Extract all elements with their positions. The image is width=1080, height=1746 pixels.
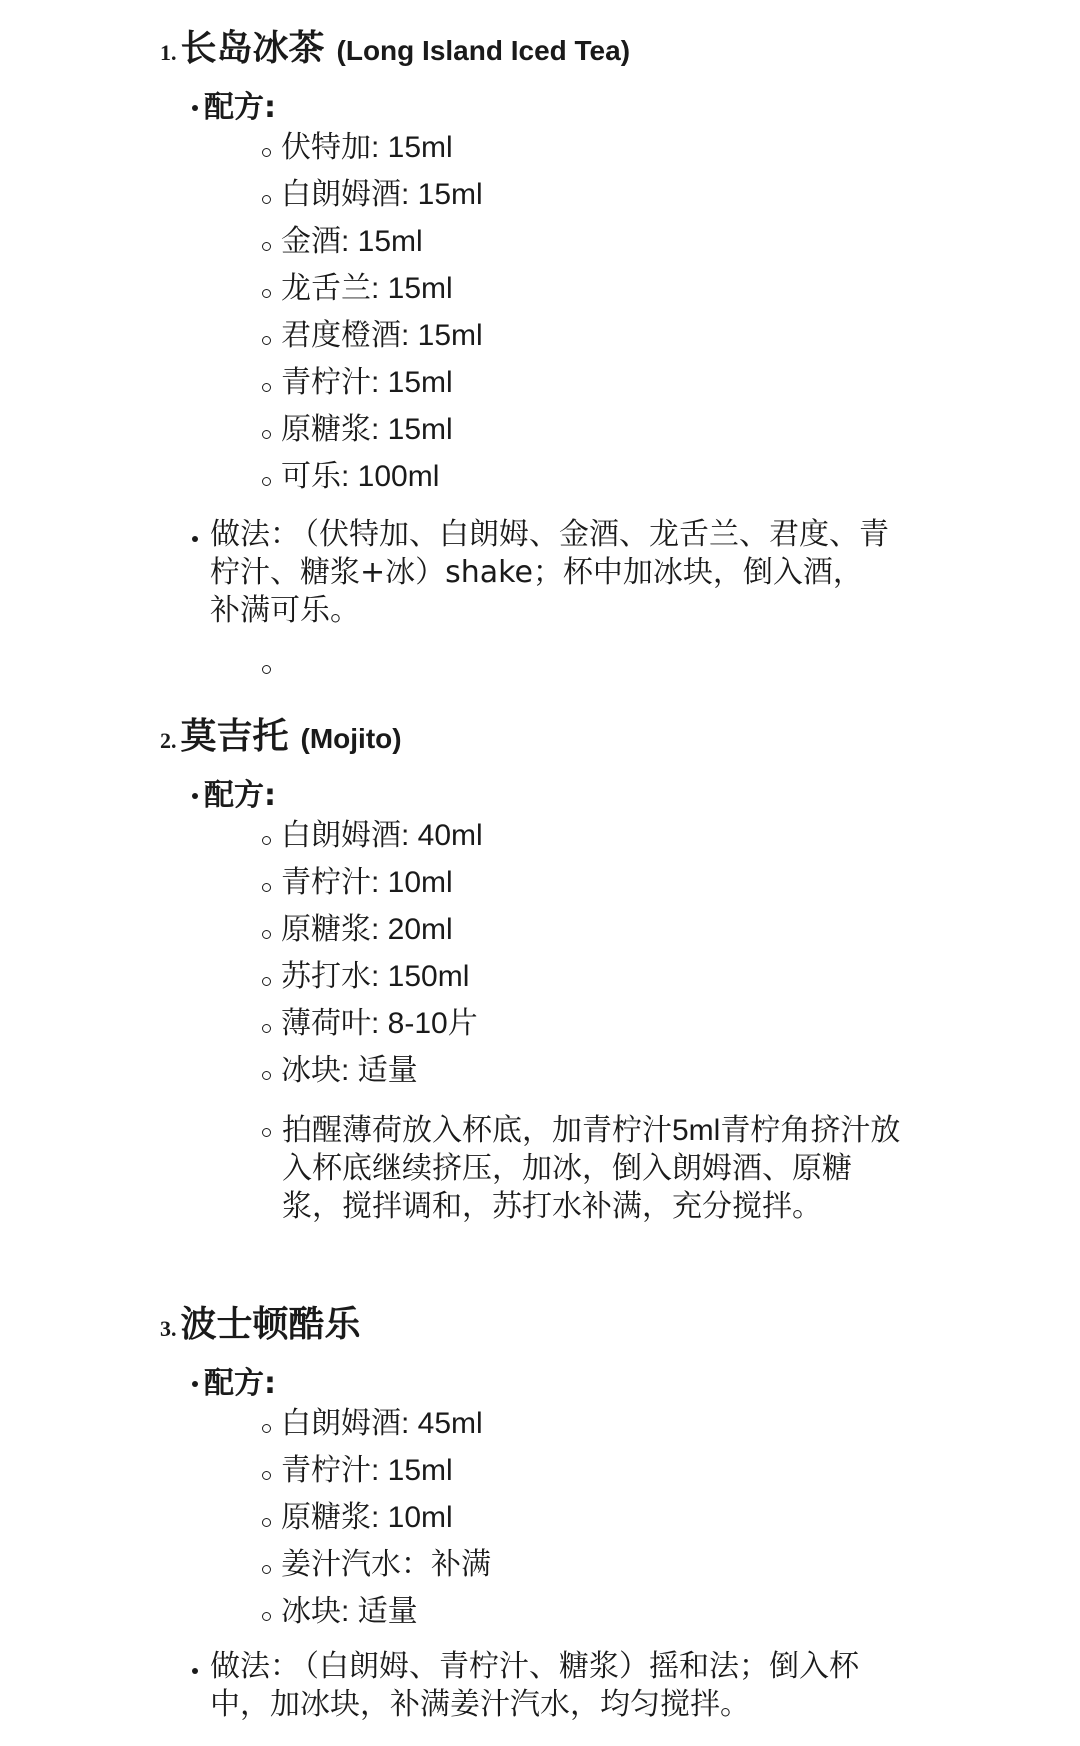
circle-bullet-icon (262, 1128, 271, 1137)
section-subtitle: (Mojito) (300, 723, 402, 754)
method-text: （伏特加、白朗姆、金酒、龙舌兰、君度、青柠汁、糖浆+冰）shake；杯中加冰块，倒入酒，补满可乐。 (210, 517, 889, 628)
bullet-icon (192, 793, 198, 799)
bullet-icon (192, 1381, 198, 1387)
list-item: 白朗姆酒: 45ml (262, 1396, 491, 1443)
list-item: 薄荷叶: 8-10片 (262, 996, 483, 1043)
list-item: 姜汁汽水：补满 (262, 1537, 491, 1584)
list-item: 原糖浆: 15ml (262, 402, 483, 449)
list-item: 可乐: 100ml (262, 449, 483, 496)
section-title: 波士顿酷乐 (180, 1304, 361, 1345)
circle-bullet-icon (262, 383, 271, 392)
list-item: 原糖浆: 20ml (262, 902, 483, 949)
instruction-text: 拍醒薄荷放入杯底，加青柠汁5ml青柠角挤汁放入杯底继续挤压，加冰，倒入朗姆酒、原糖浆，搅拌调和，苏打水补满，充分搅拌。 (282, 1114, 901, 1223)
section-heading-3 (160, 1296, 361, 1352)
list-item: 伏特加: 15ml (262, 120, 483, 167)
section-number: 1. (160, 40, 177, 65)
recipe-label-2: 配方 : (192, 770, 276, 814)
list-item: 苏打水: 150ml (262, 949, 483, 996)
list-item: 冰块: 适量 (262, 1584, 491, 1631)
list-item: 白朗姆酒: 15ml (262, 167, 483, 214)
section-heading-1 (160, 20, 630, 76)
method-3 (192, 1648, 892, 1724)
circle-bullet-icon (262, 148, 271, 157)
circle-bullet-icon (262, 336, 271, 345)
section-heading-2 (160, 708, 402, 764)
circle-bullet-icon (262, 930, 271, 939)
section-title: 莫吉托 (180, 716, 289, 757)
method-text: （白朗姆、青柠汁、糖浆）摇和法；倒入杯中，加冰块，补满姜汁汽水，均匀搅拌。 (210, 1649, 859, 1722)
circle-bullet-icon (262, 1612, 271, 1621)
circle-bullet-icon (262, 195, 271, 204)
circle-bullet-icon (262, 977, 271, 986)
section-number: 3. (160, 1316, 177, 1341)
bullet-icon (192, 536, 198, 542)
recipe-label-1: 配方 : (192, 82, 276, 126)
bullet-icon (192, 1668, 198, 1674)
method-label: 做法： (210, 1649, 300, 1684)
list-item: 青柠汁: 15ml (262, 355, 483, 402)
section-number: 2. (160, 728, 177, 753)
circle-bullet-icon (262, 1518, 271, 1527)
circle-bullet-icon (262, 1071, 271, 1080)
circle-bullet-icon (262, 1024, 271, 1033)
circle-bullet-icon (262, 883, 271, 892)
circle-bullet-icon (262, 836, 271, 845)
circle-bullet-icon (262, 477, 271, 486)
circle-bullet-icon (262, 1565, 271, 1574)
method-label: 做法： (210, 517, 300, 552)
circle-bullet-icon (262, 289, 271, 298)
circle-bullet-icon (262, 1424, 271, 1433)
section-subtitle: (Long Island Iced Tea) (336, 35, 631, 66)
recipe-label-3: 配方 : (192, 1358, 276, 1402)
ingredient-list-3 (262, 1396, 491, 1631)
instruction-item-2 (262, 1112, 902, 1226)
section-title: 长岛冰茶 (180, 28, 325, 69)
ingredient-list-1 (262, 120, 483, 496)
method-1 (192, 516, 892, 630)
list-item: 青柠汁: 10ml (262, 855, 483, 902)
list-item: 君度橙酒: 15ml (262, 308, 483, 355)
list-item: 龙舌兰: 15ml (262, 261, 483, 308)
bullet-icon (192, 105, 198, 111)
circle-bullet-icon (262, 1471, 271, 1480)
circle-bullet-icon (262, 242, 271, 251)
list-item: 白朗姆酒: 40ml (262, 808, 483, 855)
circle-bullet-icon (262, 430, 271, 439)
list-item: 金酒: 15ml (262, 214, 483, 261)
ingredient-list-2 (262, 808, 483, 1090)
list-item: 青柠汁: 15ml (262, 1443, 491, 1490)
list-item: 原糖浆: 10ml (262, 1490, 491, 1537)
list-item: 冰块: 适量 (262, 1043, 483, 1090)
empty-circle-bullet-icon (262, 665, 271, 674)
